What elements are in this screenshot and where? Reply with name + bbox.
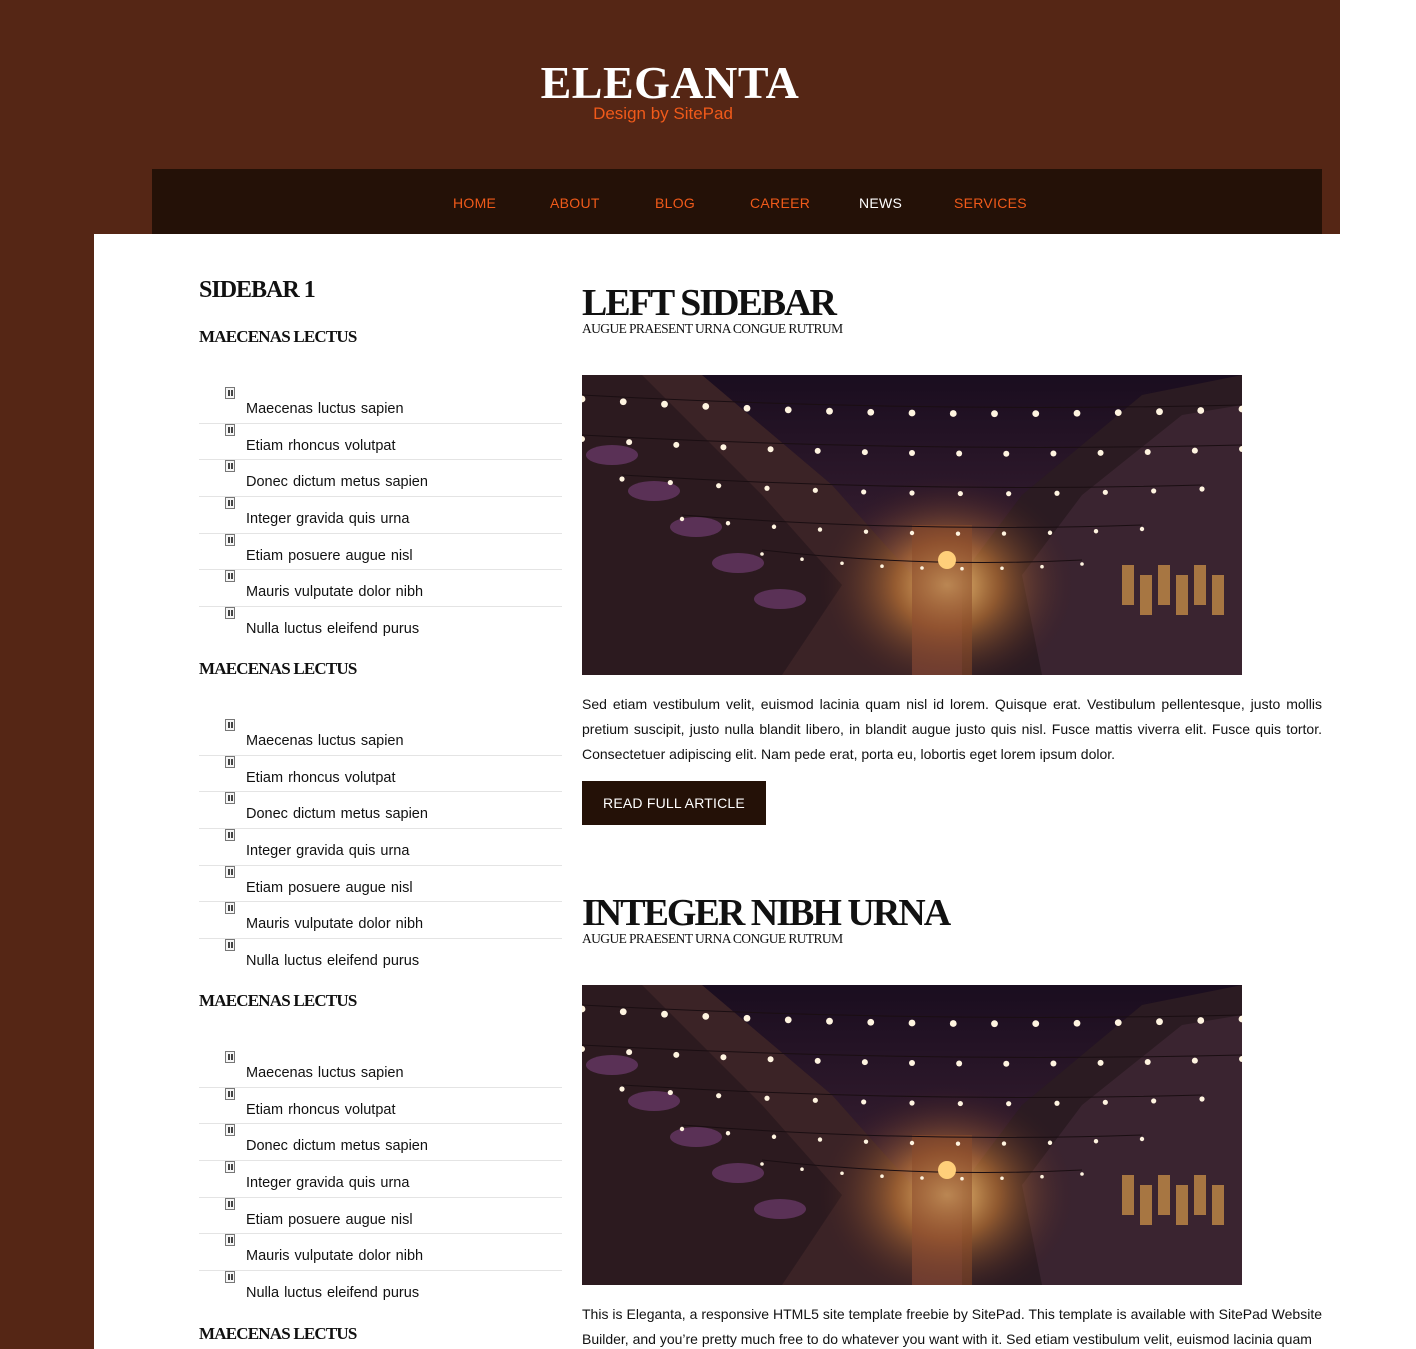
list-item [199, 570, 562, 607]
list-item [199, 534, 562, 571]
article-image [582, 985, 1242, 1285]
sidebar-link[interactable]: Donec dictum metus sapien [246, 1138, 428, 1155]
read-full-article-button[interactable]: READ FULL ARTICLE [582, 781, 766, 825]
street-lights-photo [582, 375, 1242, 675]
bullet-icon [225, 902, 235, 914]
nav-about[interactable]: ABOUT [550, 195, 600, 211]
sidebar-title: SIDEBAR 1 [199, 277, 315, 303]
sidebar-link[interactable]: Mauris vulputate dolor nibh [246, 916, 424, 933]
bullet-icon [225, 424, 235, 436]
list-item [199, 607, 562, 644]
article-title[interactable]: INTEGER NIBH URNA [582, 892, 950, 934]
list-item [199, 756, 562, 793]
bullet-icon [225, 1124, 235, 1136]
sidebar-link[interactable]: Integer gravida quis urna [246, 1175, 410, 1192]
sidebar-link[interactable]: Donec dictum metus sapien [246, 806, 428, 823]
sidebar-link[interactable]: Maecenas luctus sapien [246, 401, 404, 417]
bullet-icon [225, 792, 235, 804]
widget-list [199, 719, 562, 976]
bullet-icon [225, 497, 235, 509]
article-excerpt: Sed etiam vestibulum velit, euismod lacinia quam nisl id lorem. Quisque erat. Vestibulum pellentesque, justo mollis pretium suscipit, justo nulla blandit libero, in blandit augue justo quis nisl. Fusce mattis viverra elit. Fusce quis tortor. Consectetuer adipiscing elit. Nam pede erat, porta eu, lobortis eget lorem ipsum dolor. [582, 696, 1322, 762]
widget-heading: MAECENAS LECTUS [199, 659, 357, 678]
article-image [582, 375, 1242, 675]
list-item [199, 1051, 562, 1088]
bullet-icon [225, 1051, 235, 1063]
bullet-icon [225, 1161, 235, 1173]
site-title[interactable]: ELEGANTA [540, 57, 800, 108]
list-item [199, 460, 562, 497]
list-item [199, 424, 562, 461]
bullet-icon [225, 756, 235, 768]
bullet-icon [225, 387, 235, 399]
list-item [199, 902, 562, 939]
list-item [199, 1198, 562, 1235]
bullet-icon [225, 1198, 235, 1210]
site-header [0, 0, 1340, 169]
street-lights-photo [582, 985, 1242, 1285]
sidebar-link[interactable]: Etiam posuere augue nisl [246, 547, 413, 564]
sidebar-link[interactable]: Maecenas luctus sapien [246, 733, 404, 749]
bullet-icon [225, 570, 235, 582]
sidebar-link[interactable]: Etiam rhoncus volutpat [246, 769, 396, 786]
bullet-icon [225, 460, 235, 472]
article-excerpt: This is Eleganta, a responsive HTML5 site template freebie by SitePad. This template is available with SitePad Website Builder, and you’re pretty much free to do whatever you want with it. Sed etiam vestibulum velit, euismod lacinia quam [582, 1306, 1322, 1347]
sidebar-link[interactable]: Etiam rhoncus volutpat [246, 437, 396, 454]
nav-blog[interactable]: BLOG [655, 195, 696, 211]
bullet-icon [225, 719, 235, 731]
nav-services[interactable]: SERVICES [954, 195, 1027, 211]
sidebar-link[interactable]: Etiam posuere augue nisl [246, 1211, 413, 1228]
sidebar-link[interactable]: Etiam posuere augue nisl [246, 879, 413, 896]
site-tagline: Design by SitePad [593, 104, 733, 123]
article-subtitle: AUGUE PRAESENT URNA CONGUE RUTRUM [582, 931, 843, 946]
sidebar-link[interactable]: Mauris vulputate dolor nibh [246, 1248, 424, 1265]
nav-career[interactable]: CAREER [750, 195, 811, 211]
sidebar-link[interactable]: Integer gravida quis urna [246, 843, 410, 860]
list-item [199, 939, 562, 976]
bullet-icon [225, 534, 235, 546]
sidebar-link[interactable]: Donec dictum metus sapien [246, 474, 428, 491]
list-item [199, 1088, 562, 1125]
list-item [199, 1271, 562, 1308]
list-item [199, 387, 562, 424]
main-navigation [152, 169, 1322, 234]
widget-heading: MAECENAS LECTUS [199, 991, 357, 1010]
list-item [199, 866, 562, 903]
list-item [199, 1234, 562, 1271]
widget-heading: MAECENAS LECTUS [199, 1324, 357, 1343]
sidebar-link[interactable]: Mauris vulputate dolor nibh [246, 584, 424, 601]
sidebar-link[interactable]: Etiam rhoncus volutpat [246, 1101, 396, 1118]
bullet-icon [225, 829, 235, 841]
bullet-icon [225, 1234, 235, 1246]
bullet-icon [225, 866, 235, 878]
list-item [199, 1161, 562, 1198]
sidebar-link[interactable]: Nulla luctus eleifend purus [246, 1285, 420, 1302]
bullet-icon [225, 1088, 235, 1100]
nav-home[interactable]: HOME [453, 195, 497, 211]
list-item [199, 829, 562, 866]
widget-list [199, 1051, 562, 1308]
sidebar-link[interactable]: Integer gravida quis urna [246, 511, 410, 528]
sidebar-link[interactable]: Nulla luctus eleifend purus [246, 953, 420, 970]
list-item [199, 792, 562, 829]
bullet-icon [225, 1271, 235, 1283]
bullet-icon [225, 607, 235, 619]
widget-heading: MAECENAS LECTUS [199, 327, 357, 346]
sidebar-link[interactable]: Nulla luctus eleifend purus [246, 621, 420, 638]
list-item [199, 1124, 562, 1161]
widget-list [199, 387, 562, 644]
nav-news[interactable]: NEWS [859, 195, 903, 211]
sidebar-link[interactable]: Maecenas luctus sapien [246, 1065, 404, 1081]
list-item [199, 719, 562, 756]
bullet-icon [225, 939, 235, 951]
article-subtitle: AUGUE PRAESENT URNA CONGUE RUTRUM [582, 321, 843, 336]
article-title[interactable]: LEFT SIDEBAR [582, 282, 836, 324]
list-item [199, 497, 562, 534]
